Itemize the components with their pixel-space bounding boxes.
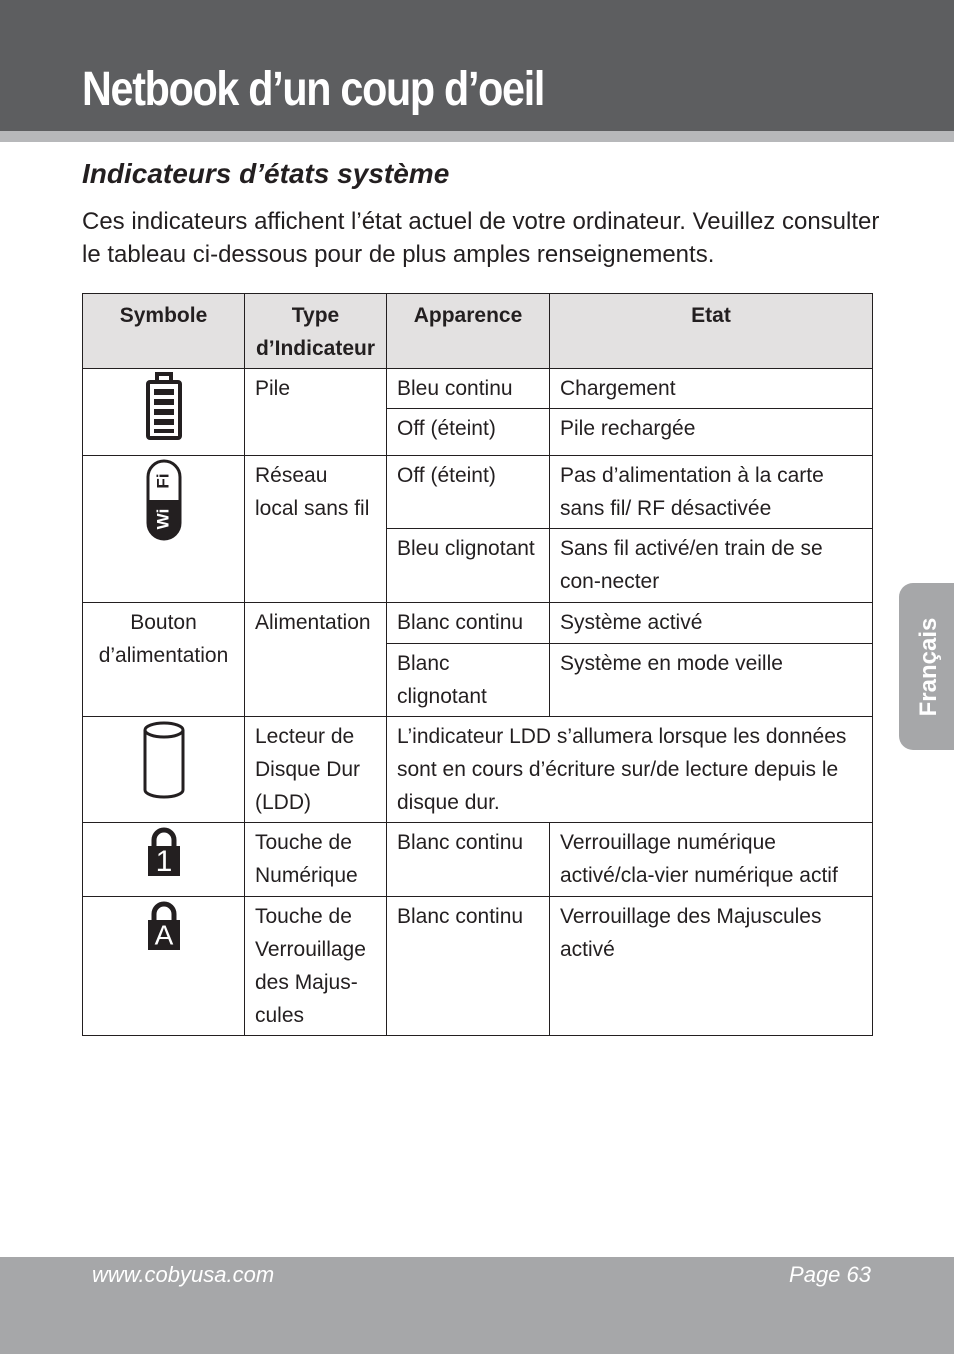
page-title: Netbook d’un coup d’oeil (82, 63, 545, 116)
table-row (83, 717, 873, 823)
appearance-cell: Blanc clignotant (387, 644, 550, 717)
num-lock-icon (146, 826, 182, 878)
caps-lock-symbol-cell (83, 897, 245, 1036)
state-cell: Sans fil activé/en train de se con-necter (550, 529, 873, 603)
indicator-type-wifi: Réseau local sans fil (245, 456, 387, 603)
intro-paragraph: Ces indicateurs affichent l’état actuel de votre ordinateur. Veuillez consulter le tableau ci-dessous pour de plus amples renseignements. (82, 208, 880, 268)
caps-lock-icon-label: A (154, 919, 173, 951)
num-lock-symbol-cell (83, 823, 245, 897)
state-cell: Chargement (550, 369, 873, 409)
appearance-cell: Blanc continu (387, 897, 550, 1036)
hdd-description: L’indicateur LDD s’allumera lorsque les données sont en cours d’écriture sur/de lecture depuis le disque dur. (387, 717, 873, 823)
table-row (83, 369, 873, 409)
wifi-icon-label-wi: Wi (152, 508, 172, 530)
appearance-cell: Bleu continu (387, 369, 550, 409)
battery-symbol-cell (83, 369, 245, 456)
state-cell: Pile rechargée (550, 409, 873, 456)
page-number: Page 63 (789, 1262, 871, 1287)
column-header-symbol: Symbole (83, 294, 245, 369)
section-heading: Indicateurs d’états système (82, 158, 450, 189)
battery-icon (144, 372, 184, 442)
hard-drive-icon (142, 720, 186, 800)
language-tab-label: Français (915, 617, 942, 716)
indicator-type-num-lock: Touche de Numérique (245, 823, 387, 897)
state-cell: Verrouillage numérique activé/cla-vier numérique actif (550, 823, 873, 897)
caps-lock-icon (146, 900, 182, 952)
state-cell: Système activé (550, 603, 873, 644)
table-header-row (83, 294, 873, 369)
wifi-symbol-cell (83, 456, 245, 603)
column-header-type: Type d’Indicateur (245, 294, 387, 369)
language-tab[interactable] (899, 583, 954, 750)
column-header-appearance: Apparence (387, 294, 550, 369)
footer-url[interactable]: www.cobyusa.com (92, 1262, 275, 1287)
state-cell: Verrouillage des Majuscules activé (550, 897, 873, 1036)
num-lock-icon-label: 1 (155, 844, 172, 878)
indicator-type-battery: Pile (245, 369, 387, 456)
column-header-state: Etat (550, 294, 873, 369)
indicator-table (82, 293, 873, 1036)
state-cell: Système en mode veille (550, 644, 873, 717)
appearance-cell: Blanc continu (387, 823, 550, 897)
hard-drive-symbol-cell (83, 717, 245, 823)
appearance-cell: Off (éteint) (387, 456, 550, 529)
table-row (83, 603, 873, 644)
power-button-label: Bouton d’alimentation (83, 603, 245, 717)
appearance-cell: Off (éteint) (387, 409, 550, 456)
indicator-type-power: Alimentation (245, 603, 387, 717)
state-cell: Pas d’alimentation à la carte sans fil/ RF désactivée (550, 456, 873, 529)
appearance-cell: Blanc continu (387, 603, 550, 644)
indicator-type-caps-lock: Touche de Verrouillage des Majus-cules (245, 897, 387, 1036)
wifi-icon (146, 459, 182, 541)
header-divider (0, 131, 954, 142)
appearance-cell: Bleu clignotant (387, 529, 550, 603)
table-row (83, 456, 873, 529)
indicator-type-hdd: Lecteur de Disque Dur (LDD) (245, 717, 387, 823)
wifi-icon-label-fi: Fi (152, 473, 172, 489)
table-row (83, 897, 873, 1036)
table-row (83, 823, 873, 897)
